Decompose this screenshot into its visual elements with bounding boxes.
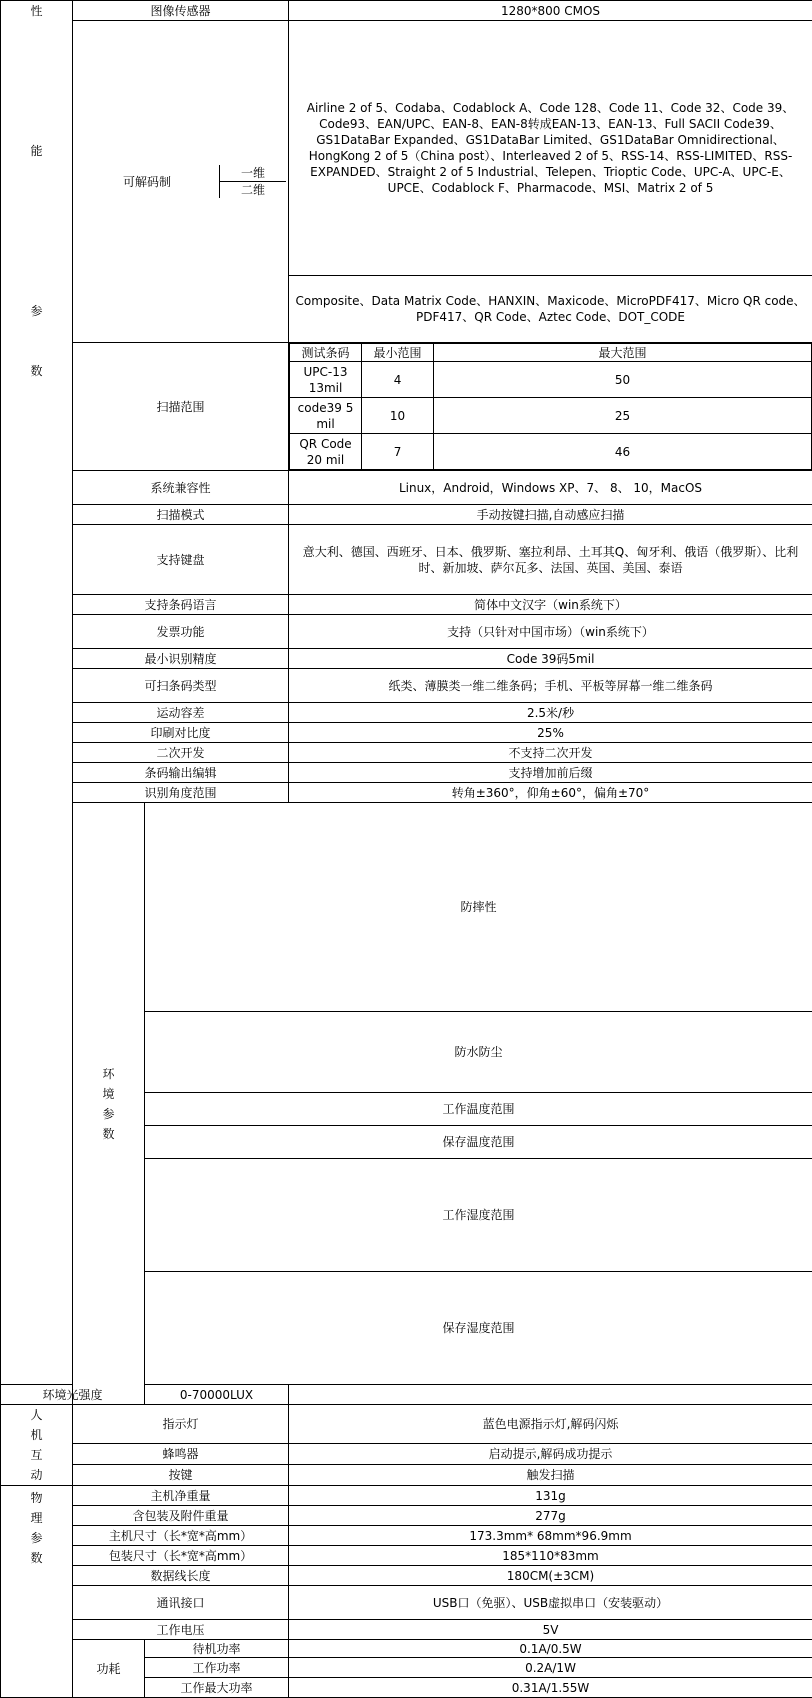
row-label: 包装尺寸（长*宽*高mm） <box>73 1546 289 1566</box>
row-label: 识别角度范围 <box>73 783 289 803</box>
row-label: 条码输出编辑 <box>73 763 289 783</box>
row-value: 纸类、薄膜类一维二维条码；手机、平板等屏幕一维二维条码 <box>289 669 812 703</box>
row-value: 131g <box>289 1486 812 1506</box>
power-sub-label: 待机功率 <box>145 1640 289 1658</box>
row-label: 保存湿度范围 <box>145 1272 812 1385</box>
row-value: 转角±360°，仰角±60°，偏角±70° <box>289 783 812 803</box>
power-sub-label: 工作功率 <box>145 1658 289 1678</box>
row-label: 保存温度范围 <box>145 1126 812 1159</box>
row-label: 按键 <box>73 1465 289 1486</box>
decode-2d-value: Composite、Data Matrix Code、HANXIN、Maxicode、MicroPDF417、Micro QR code、PDF417、QR Code、Aztec Code、DOT_CODE <box>289 276 812 343</box>
scan-min: 4 <box>362 362 434 398</box>
row-label: 可扫条码类型 <box>73 669 289 703</box>
row-label: 防摔性 <box>145 803 812 1012</box>
row-value: 0-70000LUX <box>145 1385 289 1405</box>
row-label: 主机净重量 <box>73 1486 289 1506</box>
row-label: 二次开发 <box>73 743 289 763</box>
power-value: 0.1A/0.5W <box>289 1640 812 1658</box>
row-value: 支持（只针对中国市场）（win系统下） <box>289 615 812 649</box>
row-value: 277g <box>289 1506 812 1526</box>
row-value: Linux，Android，Windows XP、7、 8、 10，MacOS <box>289 471 812 505</box>
row-value: Code 39码5mil <box>289 649 812 669</box>
scan-range-table <box>289 343 812 470</box>
row-label: 最小识别精度 <box>73 649 289 669</box>
decode-label: 可解码制 <box>75 174 219 190</box>
category-interaction: 人 机 互 动 <box>1 1405 73 1486</box>
row-value: 手动按键扫描,自动感应扫描 <box>289 505 812 525</box>
scan-header: 最小范围 <box>362 344 434 362</box>
category-physical: 物 理 参 数 <box>1 1486 73 1698</box>
row-label: 支持键盘 <box>73 525 289 595</box>
scan-min: 7 <box>362 434 434 470</box>
row-value: 2.5米/秒 <box>289 703 812 723</box>
decode-1d-label: 一维 <box>220 165 286 182</box>
category-environment: 环 境 参 数 <box>73 803 145 1405</box>
scan-max: 46 <box>434 434 812 470</box>
row-value: 5V <box>289 1620 812 1640</box>
row-label: 支持条码语言 <box>73 595 289 615</box>
row-label <box>73 21 289 343</box>
row-value: USB口（免驱）、USB虚拟串口（安装驱动） <box>289 1586 812 1620</box>
scan-max: 25 <box>434 398 812 434</box>
scan-code: UPC-13 13mil <box>290 362 362 398</box>
row-label: 扫描范围 <box>73 343 289 471</box>
row-label: 印刷对比度 <box>73 723 289 743</box>
row-label: 主机尺寸（长*宽*高mm） <box>73 1526 289 1546</box>
power-label: 功耗 <box>73 1640 145 1698</box>
row-label: 蜂鸣器 <box>73 1444 289 1465</box>
row-label: 含包装及附件重量 <box>73 1506 289 1526</box>
row-value: 触发扫描 <box>289 1465 812 1486</box>
row-label: 工作湿度范围 <box>145 1159 812 1272</box>
row-value: 不支持二次开发 <box>289 743 812 763</box>
row-label: 运动容差 <box>73 703 289 723</box>
row-value: 180CM(±3CM) <box>289 1566 812 1586</box>
row-value: 185*110*83mm <box>289 1546 812 1566</box>
category-performance: 性 能 参 数 <box>1 1 73 1385</box>
row-value: 启动提示,解码成功提示 <box>289 1444 812 1465</box>
power-value: 0.31A/1.55W <box>289 1678 812 1698</box>
scan-code: QR Code 20 mil <box>290 434 362 470</box>
row-label: 工作电压 <box>73 1620 289 1640</box>
row-label: 数据线长度 <box>73 1566 289 1586</box>
scan-header: 测试条码 <box>290 344 362 362</box>
row-value: 1280*800 CMOS <box>289 1 812 21</box>
row-value: 支持增加前后缀 <box>289 763 812 783</box>
power-value: 0.2A/1W <box>289 1658 812 1678</box>
row-label: 工作温度范围 <box>145 1093 812 1126</box>
row-value: 173.3mm* 68mm*96.9mm <box>289 1526 812 1546</box>
row-label: 通讯接口 <box>73 1586 289 1620</box>
scan-code: code39 5 mil <box>290 398 362 434</box>
row-value: 简体中文汉字（win系统下） <box>289 595 812 615</box>
scan-max: 50 <box>434 362 812 398</box>
row-label: 防水防尘 <box>145 1012 812 1093</box>
row-label: 发票功能 <box>73 615 289 649</box>
row-label: 指示灯 <box>73 1405 289 1444</box>
row-value: 25% <box>289 723 812 743</box>
decode-2d-label: 二维 <box>220 182 286 198</box>
row-label: 图像传感器 <box>73 1 289 21</box>
row-label: 系统兼容性 <box>73 471 289 505</box>
row-label: 环境光强度 <box>1 1385 145 1405</box>
decode-1d-value: Airline 2 of 5、Codaba、Codablock A、Code 128、Code 11、Code 32、Code 39、Code93、EAN/UPC、EAN-8、EAN-8转成EAN-13、EAN-13、Full SACII Code39、GS1DataBar Expanded、GS1DataBar Limited、GS1DataBar Omnidirectional、HongKong 2 of 5（China post）、Interleaved 2 of 5、RSS-14、RSS-LIMITED、RSS-EXPANDED、Straight 2 of 5 Industrial、Telepen、Trioptic Code、UPC-A、UPC-E、UPCE、Codablock F、Pharmacode、MSI、Matrix 2 of 5 <box>289 21 812 276</box>
row-label: 扫描模式 <box>73 505 289 525</box>
scan-header: 最大范围 <box>434 344 812 362</box>
row-value: 蓝色电源指示灯,解码闪烁 <box>289 1405 812 1444</box>
scan-min: 10 <box>362 398 434 434</box>
row-value: 意大利、德国、西班牙、日本、俄罗斯、塞拉利昂、土耳其Q、匈牙利、俄语（俄罗斯）、比利时、新加坡、萨尔瓦多、法国、英国、美国、泰语 <box>289 525 812 595</box>
power-sub-label: 工作最大功率 <box>145 1678 289 1698</box>
